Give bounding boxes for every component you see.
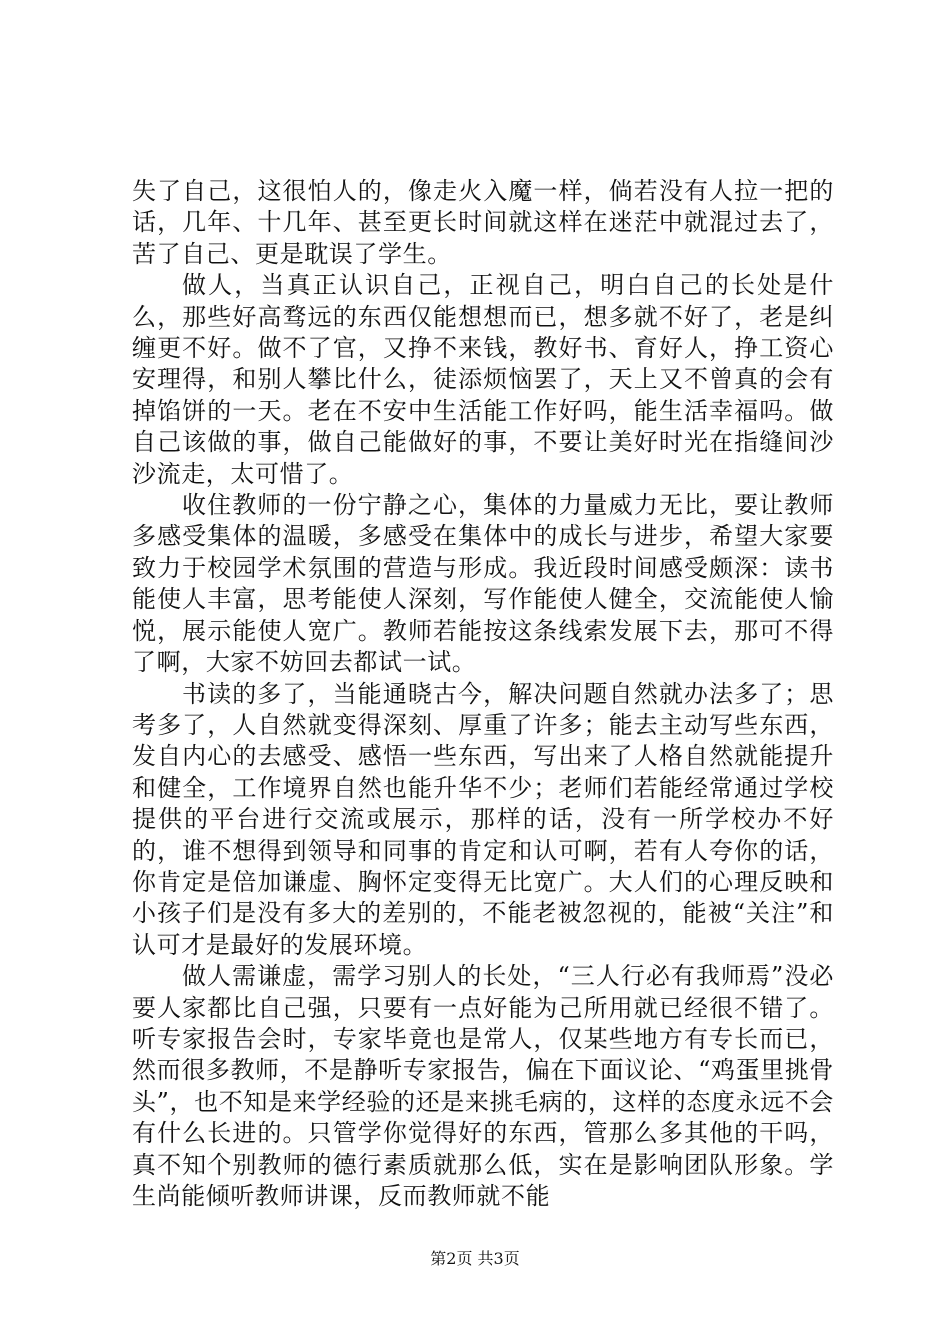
document-body xyxy=(132,176,834,1212)
paragraph-1: 失了自己，这很怕人的，像走火入魔一样，倘若没有人拉一把的话，几年、十几年、甚至更长时间就这样在迷茫中就混过去了，苦了自己、更是耽误了学生。 xyxy=(132,177,834,268)
page-footer: 第2页 共3页 xyxy=(430,1249,520,1268)
paragraph-3: 收住教师的一份宁静之心，集体的力量威力无比，要让教师多感受集体的温暖，多感受在集体中的成长与进步，希望大家要致力于校园学术氛围的营造与形成。我近段时间感受颇深：读书能使人丰富，思考能使人深刻，写作能使人健全，交流能使人愉悦，展示能使人宽广。教师若能按这条线索发展下去，那可不得了啊，大家不妨回去都试一试。 xyxy=(132,491,834,677)
paragraph-2: 做人，当真正认识自己，正视自己，明白自己的长处是什么，那些好高骛远的东西仅能想想而已，想多就不好了，老是纠缠更不好。做不了官，又挣不来钱，教好书、育好人，挣工资心安理得，和别人攀比什么，徒添烦恼罢了，天上又不曾真的会有掉馅饼的一天。老在不安中生活能工作好吗，能生活幸福吗。做自己该做的事，做自己能做好的事，不要让美好时光在指缝间沙沙流走，太可惜了。 xyxy=(132,271,834,488)
paragraph-5: 做人需谦虚，需学习别人的长处，“三人行必有我师焉”没必要人家都比自己强，只要有一点好能为己所用就已经很不错了。听专家报告会时，专家毕竟也是常人，仅某些地方有专长而已，然而很多教师，不是静听专家报告，偏在下面议论、“鸡蛋里挑骨头”，也不知是来学经验的还是来挑毛病的，这样的态度永远不会有什么长进的。只管学你觉得好的东西，管那么多其他的干吗，真不知个别教师的德行素质就那么低，实在是影响团队形象。学生尚能倾听教师讲课，反而教师就不能 xyxy=(132,962,834,1210)
paragraph-4: 书读的多了，当能通晓古今，解决问题自然就办法多了；思考多了，人自然就变得深刻、厚重了许多；能去主动写些东西，发自内心的去感受、感悟一些东西，写出来了人格自然就能提升和健全，工作境界自然也能升华不少；老师们若能经常通过学校提供的平台进行交流或展示，那样的话，没有一所学校办不好的，谁不想得到领导和同事的肯定和认可啊，若有人夸你的话，你肯定是倍加谦虚、胸怀定变得无比宽广。大人们的心理反映和小孩子们是没有多大的差别的，不能老被忽视的，能被“关注”和认可才是最好的发展环境。 xyxy=(132,679,834,959)
